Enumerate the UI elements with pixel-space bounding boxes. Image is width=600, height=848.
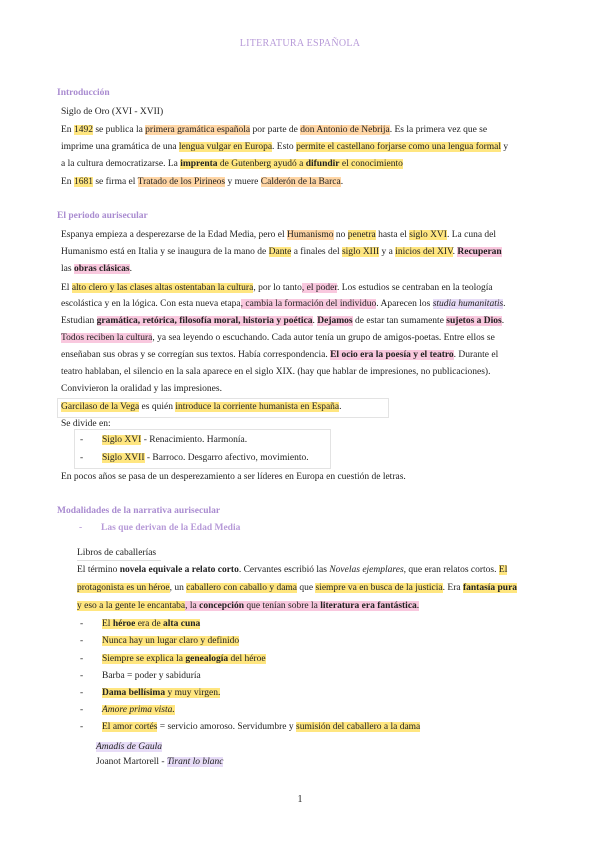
- aurisecular-p1-line-3: las obras clásicas.: [61, 264, 132, 274]
- modalidades-subheading: - Las que derivan de la Edad Media: [79, 523, 241, 533]
- libros-line-3: y eso a la gente le encantaba, la concepción que tenían sobre la literatura era fantástica.: [77, 601, 420, 611]
- page-number: 1: [297, 794, 303, 805]
- bullet-item: - Nunca hay un lugar claro y definido: [80, 636, 240, 646]
- intro-line-4: En 1681 se firma el Tratado de los Pirineos y muere Calderón de la Barca.: [61, 177, 344, 187]
- document-title: LITERATURA ESPAÑOLA: [239, 38, 361, 49]
- intro-line-2: imprime una gramática de una lengua vulgar en Europa. Esto permite el castellano forjarse como una lengua formal y: [61, 142, 509, 152]
- libros-line-2: protagonista es un héroe, un caballero con caballo y dama que siempre va en busca de la justicia. Era fantasía pura: [77, 583, 518, 593]
- intro-heading: Introducción: [57, 88, 110, 98]
- libros-line-1: El término novela equivale a relato corto. Cervantes escribió las Novelas ejemplares, que eran relatos cortos. El: [77, 565, 508, 575]
- aurisecular-p2-line-7: Convivieron la oralidad y las impresiones.: [61, 384, 222, 394]
- aurisecular-p1-line-2: Humanismo está en Italia y se inaugura de la mano de Dante a finales del siglo XIII y a inicios del XIV. Recuperan: [61, 247, 502, 257]
- garcilaso-line: Garcilaso de la Vega es quién introduce la corriente humanista en España.: [61, 402, 342, 412]
- siglo-item: - Siglo XVI - Renacimiento. Harmonía.: [80, 435, 248, 445]
- aurisecular-p1-line-1: Espanya empieza a desperezarse de la Edad Media, pero el Humanismo no penetra hasta el siglo XVI. La cuna del: [61, 230, 497, 240]
- aurisecular-closing: En pocos años se pasa de un desperezamiento a ser líderes en Europa en cuestión de letras.: [61, 472, 406, 482]
- intro-line-1: En 1492 se publica la primera gramática española por parte de don Antonio de Nebrija. Es la primera vez que se: [61, 125, 488, 135]
- aurisecular-heading: El periodo aurisecular: [57, 211, 148, 221]
- bullet-item: - Dama bellísima y muy virgen.: [80, 688, 221, 698]
- intro-subtitle: Siglo de Oro (XVI - XVII): [61, 107, 164, 117]
- bullet-item: - Siempre se explica la genealogía del héroe: [80, 654, 266, 664]
- bullet-item: - El héroe era de alta cuna: [80, 619, 201, 629]
- joanot-line: Joanot Martorell - Tirant lo blanc: [96, 757, 224, 767]
- aurisecular-p2-line-2: escolástica y en la lógica. Con esta nueva etapa, cambia la formación del individuo. Aparecen los studia humanitatis.: [61, 299, 506, 309]
- aurisecular-p2-line-1: El alto clero y las clases altas ostentaban la cultura, por lo tanto, el poder. Los estudios se centraban en la teología: [61, 283, 493, 293]
- bullet-item: - Amore prima vista.: [80, 705, 175, 715]
- siglo-item: - Siglo XVII - Barroco. Desgarro afectivo, movimiento.: [80, 453, 309, 463]
- intro-line-3: a la cultura democratizarse. La imprenta de Gutenberg ayudó a difundir el conocimiento: [61, 159, 403, 169]
- bullet-item: - El amor cortés = servicio amoroso. Servidumbre y sumisión del caballero a la dama: [80, 722, 421, 732]
- aurisecular-p2-line-6: teatro hablaban, el silencio en la sala aparece en el siglo XIX. (hay que hablar de impresiones, no publicaciones).: [61, 367, 491, 377]
- aurisecular-p2-line-4: Todos reciben la cultura, ya sea leyendo o escuchando. Cada autor tenía un grupo de amigos-poetas. Entre ellos se: [61, 333, 495, 343]
- bullet-item: - Barba = poder y sabiduría: [80, 671, 201, 681]
- aurisecular-p2-line-3: Estudian gramática, retórica, filosofía moral, historia y poética. Dejamos de estar tan sumamente sujetos a Dios.: [61, 316, 505, 326]
- libros-heading: Libros de caballerías: [77, 547, 161, 561]
- divide-label: Se divide en:: [61, 419, 111, 429]
- modalidades-heading: Modalidades de la narrativa aurisecular: [57, 506, 221, 516]
- amadis-title: Amadís de Gaula: [96, 742, 162, 752]
- aurisecular-p2-line-5: enseñaban sus obras y se corregían sus textos. Había correspondencia. El ocio era la poesía y el teatro. Durante el: [61, 350, 499, 360]
